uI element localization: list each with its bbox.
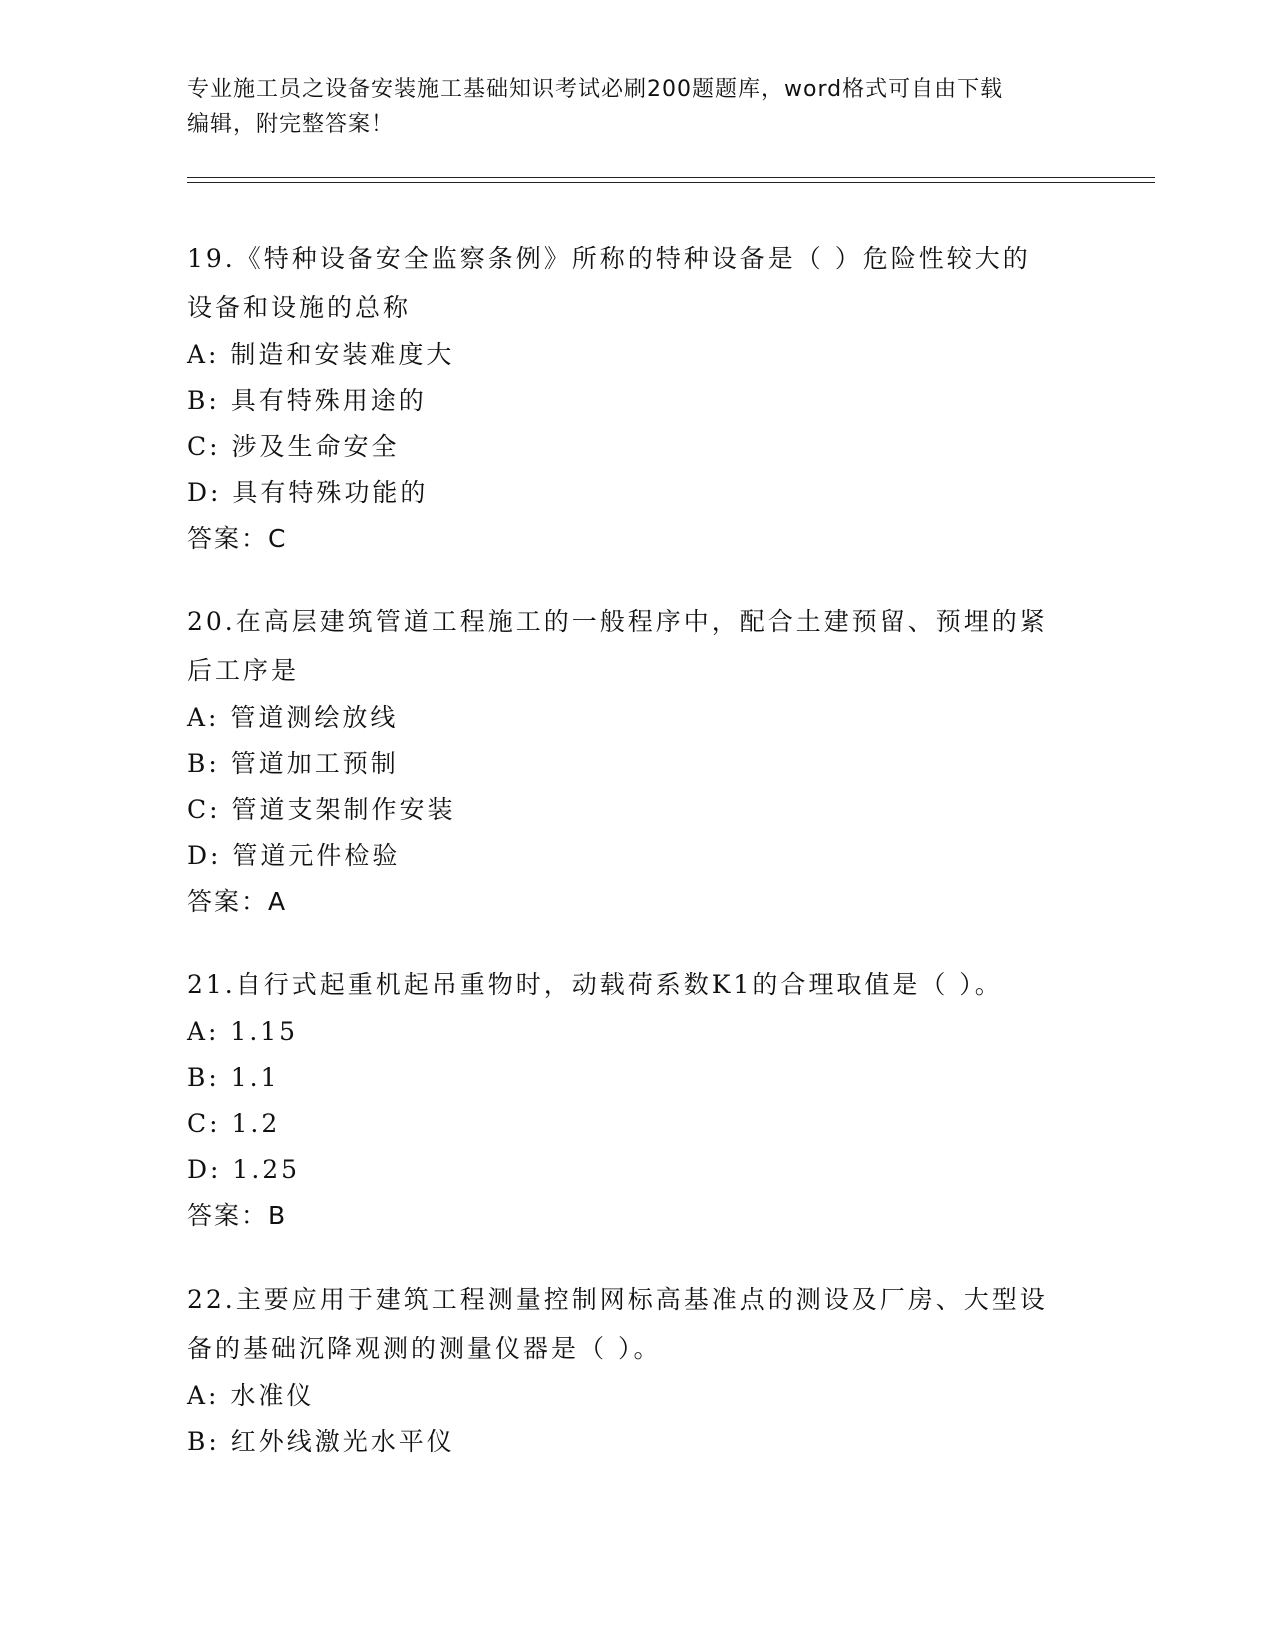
- answer: 答案：A: [187, 887, 288, 916]
- document-header: [187, 72, 1087, 142]
- question-text-line-1: 22.主要应用于建筑工程测量控制网标高基准点的测设及厂房、大型设: [187, 1285, 1048, 1314]
- option-a: A: 1.15: [187, 1017, 299, 1046]
- header-title-line-2: 编辑，附完整答案！: [187, 112, 395, 137]
- question-text-line-2: 后工序是: [187, 656, 300, 685]
- option-b: B: 具有特殊用途的: [187, 386, 427, 415]
- question-text-line-1: 21.自行式起重机起吊重物时，动载荷系数K1的合理取值是（ ）。: [187, 970, 1003, 999]
- option-a: A: 管道测绘放线: [187, 703, 399, 732]
- option-a: A: 水准仪: [187, 1381, 315, 1410]
- option-c: C: 涉及生命安全: [187, 432, 400, 461]
- question-text-line-1: 19.《特种设备安全监察条例》所称的特种设备是（ ）危险性较大的: [187, 244, 1031, 273]
- option-a: A: 制造和安装难度大: [187, 340, 455, 369]
- option-b: B: 管道加工预制: [187, 749, 399, 778]
- question-text-line-2: 备的基础沉降观测的测量仪器是（ ）。: [187, 1334, 662, 1363]
- option-d: D: 1.25: [187, 1155, 301, 1184]
- option-d: D: 管道元件检验: [187, 841, 401, 870]
- question-text-line-1: 20.在高层建筑管道工程施工的一般程序中，配合土建预留、预埋的紧: [187, 607, 1048, 636]
- question-text-line-2: 设备和设施的总称: [187, 293, 412, 322]
- question-21: [187, 960, 1087, 1239]
- option-c: C: 1.2: [187, 1109, 281, 1138]
- header-title-line-1: 专业施工员之设备安装施工基础知识考试必刷200题题库，word格式可自由下载: [187, 77, 1004, 102]
- option-b: B: 红外线激光水平仪: [187, 1427, 455, 1456]
- question-20: [187, 597, 1087, 925]
- answer: 答案：C: [187, 524, 288, 553]
- header-divider-top: [187, 177, 1155, 178]
- option-c: C: 管道支架制作安装: [187, 795, 456, 824]
- question-19: [187, 234, 1087, 562]
- question-22: [187, 1275, 1087, 1465]
- option-b: B: 1.1: [187, 1063, 280, 1092]
- answer: 答案：B: [187, 1201, 288, 1230]
- option-d: D: 具有特殊功能的: [187, 478, 429, 507]
- header-divider-bottom: [187, 182, 1155, 183]
